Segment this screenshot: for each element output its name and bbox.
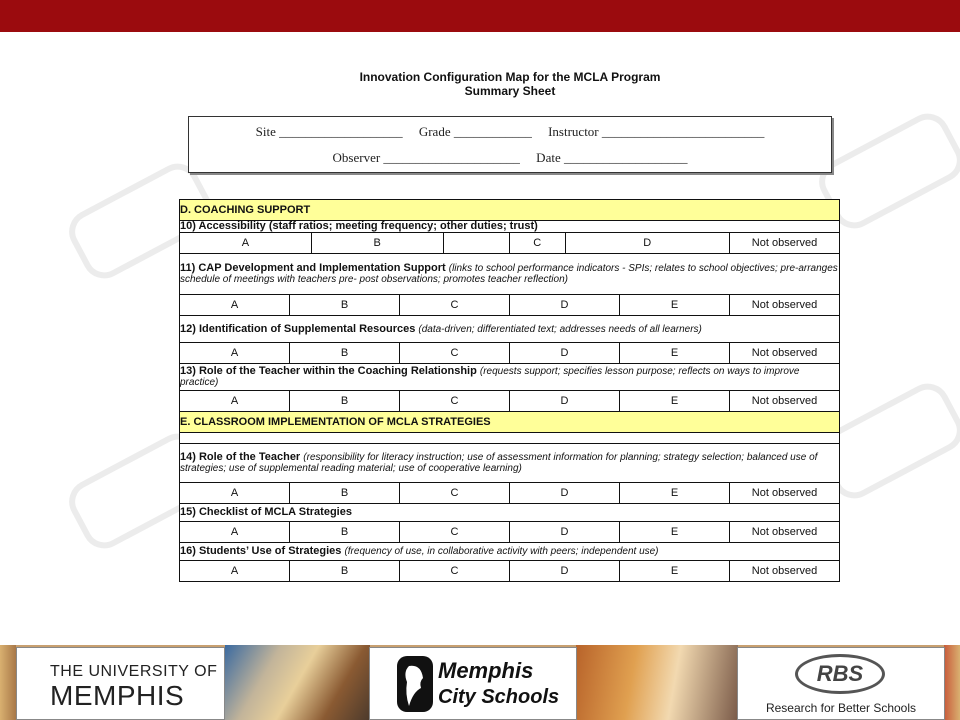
- rating-option[interactable]: B: [290, 561, 400, 582]
- rating-option[interactable]: B: [290, 343, 400, 364]
- rating-row: [180, 561, 840, 582]
- observer-date-line: Observer _____________________ Date ___________________: [332, 150, 688, 165]
- rating-option[interactable]: C: [400, 483, 510, 504]
- rating-option[interactable]: Not observed: [730, 295, 840, 316]
- summary-form-table: [179, 199, 840, 582]
- rating-option[interactable]: D: [643, 237, 652, 249]
- rating-option[interactable]: A: [180, 295, 290, 316]
- uofm-line1: THE UNIVERSITY OF: [50, 663, 218, 680]
- rating-option[interactable]: Not observed: [730, 391, 840, 412]
- document-subtitle: Summary Sheet: [464, 84, 556, 98]
- document-title: Innovation Configuration Map for the MCLA Program: [359, 70, 661, 84]
- rating-option[interactable]: C: [400, 295, 510, 316]
- rating-option[interactable]: E: [620, 522, 730, 543]
- rating-option[interactable]: B: [290, 522, 400, 543]
- rating-option[interactable]: A: [180, 391, 290, 412]
- rbs-tagline: Research for Better Schools: [765, 701, 917, 715]
- section-d-title: D. COACHING SUPPORT: [180, 200, 840, 221]
- rating-row: [180, 233, 840, 254]
- rating-option[interactable]: C: [400, 391, 510, 412]
- rating-option[interactable]: Not observed: [730, 522, 840, 543]
- section-header: [180, 200, 840, 221]
- rating-option[interactable]: A: [180, 343, 290, 364]
- site-grade-instructor-line: Site ___________________ Grade ____________ Instructor _________________________: [255, 124, 765, 139]
- item-14-title: 14) Role of the Teacher: [180, 451, 301, 463]
- rating-option[interactable]: A: [180, 522, 290, 543]
- item-16-title: 16) Students’ Use of Strategies: [180, 545, 342, 557]
- rating-option[interactable]: D: [510, 561, 620, 582]
- item-10-title: 10) Accessibility (staff ratios; meeting frequency; other duties; trust): [180, 220, 538, 232]
- item-12-title: 12) Identification of Supplemental Resources: [180, 322, 416, 335]
- rating-option[interactable]: A: [180, 561, 290, 582]
- memphis-city-schools-logo: [369, 647, 577, 720]
- item-12-description: (data-driven; differentiated text; addresses needs of all learners): [418, 323, 702, 335]
- rating-option[interactable]: D: [510, 483, 620, 504]
- rating-option[interactable]: D: [510, 522, 620, 543]
- observation-info-box: [188, 116, 832, 173]
- rbs-emblem-icon: RBS: [795, 654, 885, 694]
- item-13-title: 13) Role of the Teacher within the Coaching Relationship: [180, 365, 477, 377]
- rating-option[interactable]: D: [510, 343, 620, 364]
- rating-option[interactable]: D: [510, 295, 620, 316]
- item-row: [180, 364, 840, 391]
- rating-option[interactable]: A: [180, 483, 290, 504]
- rating-option[interactable]: E: [620, 295, 730, 316]
- rating-option[interactable]: E: [620, 343, 730, 364]
- rating-option[interactable]: B: [290, 391, 400, 412]
- rating-row: [180, 391, 840, 412]
- item-row: [180, 254, 840, 295]
- rating-row: [180, 483, 840, 504]
- rating-option[interactable]: E: [620, 561, 730, 582]
- top-banner: [0, 0, 960, 32]
- mcs-line1: Memphis: [438, 658, 534, 683]
- item-13-description: (requests support; specifies lesson purpose; reflects on ways to improve practice): [180, 366, 800, 388]
- rating-row: [180, 522, 840, 543]
- rating-option[interactable]: C: [400, 561, 510, 582]
- rating-option[interactable]: Not observed: [730, 561, 840, 582]
- rating-option[interactable]: A: [180, 233, 312, 253]
- rating-row: [180, 343, 840, 364]
- section-e-title: E. CLASSROOM IMPLEMENTATION OF MCLA STRATEGIES: [180, 412, 840, 433]
- rating-option[interactable]: Not observed: [730, 343, 840, 364]
- rating-option[interactable]: C: [510, 233, 566, 253]
- item-11-description: (links to school performance indicators - SPIs; relates to school objectives; pre-arranges schedule of meetings with teachers pre- post observations; promotes teacher reflection): [180, 263, 838, 285]
- uofm-line2: MEMPHIS: [50, 680, 185, 711]
- rating-option[interactable]: C: [400, 522, 510, 543]
- item-14-description: (responsibility for literacy instruction; use of assessment information for planning; strategy selection; balanced use of strategies; use of supplemental reading material; use of cooperative learning): [180, 452, 818, 474]
- rating-option[interactable]: B: [290, 483, 400, 504]
- mcs-line2: City Schools: [438, 686, 560, 708]
- classroom-photo: [0, 645, 16, 720]
- rating-option[interactable]: D: [510, 391, 620, 412]
- classroom-photo: [944, 645, 960, 720]
- rating-option[interactable]: C: [400, 343, 510, 364]
- rating-option[interactable]: Not observed: [730, 233, 840, 254]
- item-row: [180, 543, 840, 561]
- rating-option[interactable]: B: [290, 295, 400, 316]
- item-row: [180, 504, 840, 522]
- item-11-title: 11) CAP Development and Implementation Support: [180, 262, 446, 274]
- rating-option[interactable]: Not observed: [730, 483, 840, 504]
- university-of-memphis-logo: [16, 647, 225, 720]
- footer-banner: [0, 645, 960, 720]
- item-row: [180, 444, 840, 483]
- research-for-better-schools-logo: [737, 647, 945, 720]
- rating-option[interactable]: B: [312, 233, 444, 253]
- classroom-photo: [576, 645, 738, 720]
- item-16-description: (frequency of use, in collaborative activity with peers; independent use): [344, 546, 659, 557]
- silhouette-icon: [395, 654, 435, 714]
- rating-option[interactable]: E: [620, 483, 730, 504]
- rating-row: [180, 295, 840, 316]
- section-header: [180, 412, 840, 433]
- item-row: [180, 221, 840, 233]
- spacer-row: [180, 433, 840, 444]
- classroom-photo: [225, 645, 370, 720]
- item-15-title: 15) Checklist of MCLA Strategies: [180, 506, 352, 518]
- item-row: [180, 316, 840, 343]
- rating-option[interactable]: E: [620, 391, 730, 412]
